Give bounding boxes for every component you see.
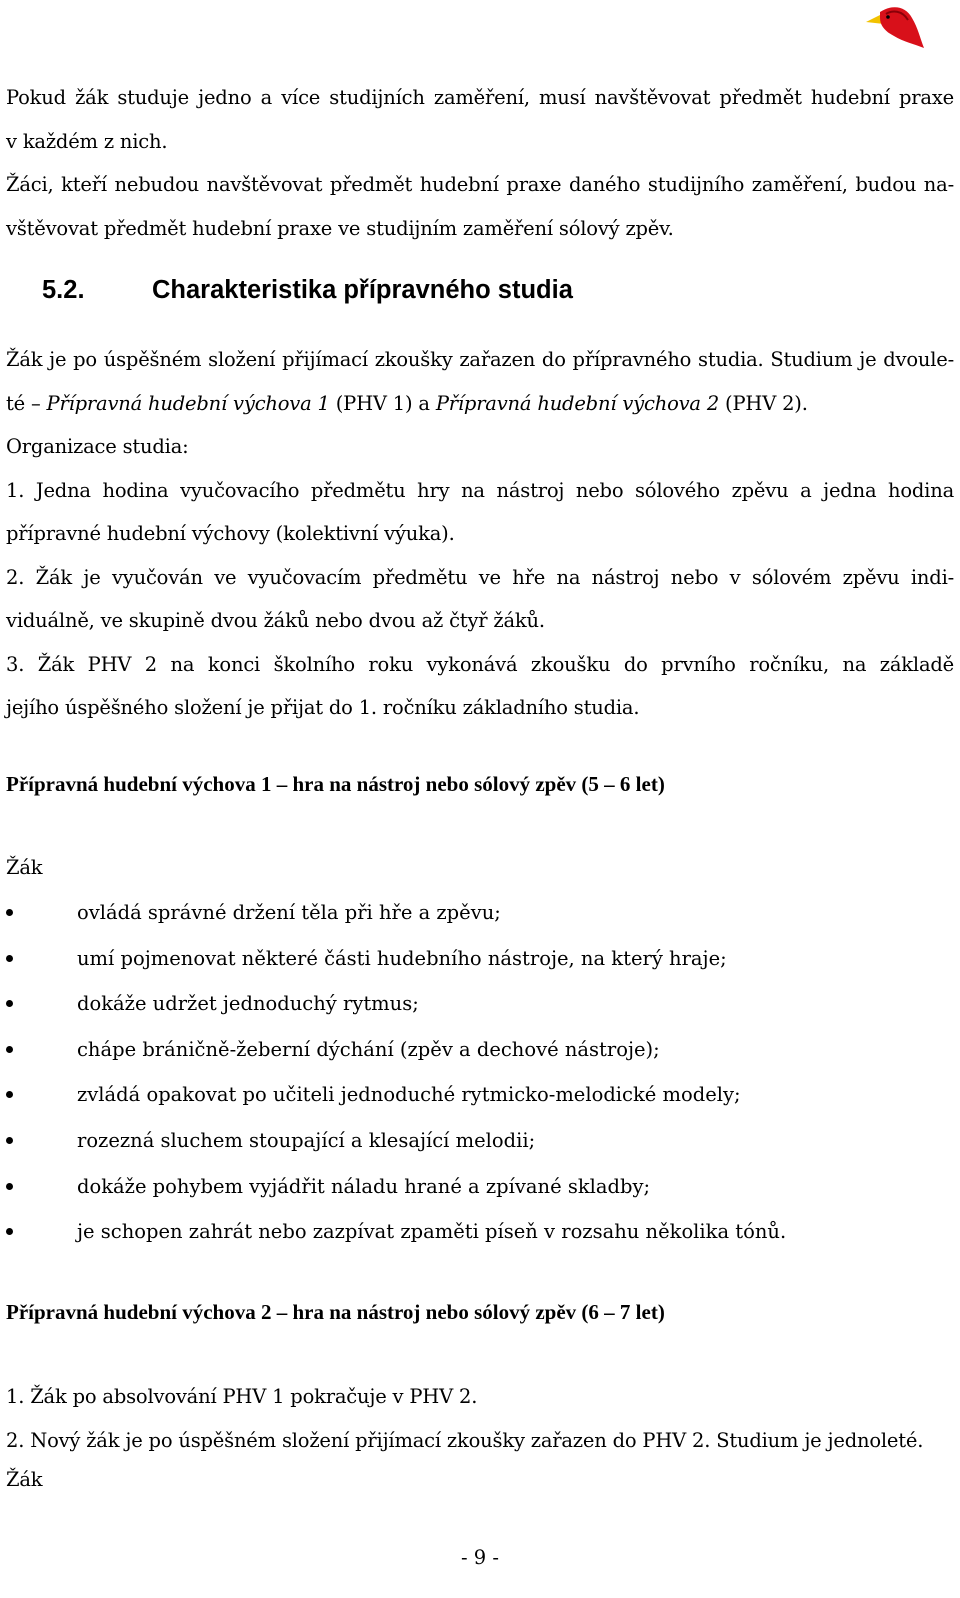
list-item-text: rozezná sluchem stoupající a klesající melodii;: [77, 1128, 536, 1152]
numbered-item-line: jejího úspěšného složení je přijat do 1. ročníku základního studia.: [6, 696, 640, 719]
red-bird-logo-icon: [862, 4, 928, 50]
list-item: [6, 936, 946, 982]
paragraph-line: [6, 382, 954, 426]
list-item-text: umí pojmenovat některé části hudebního nástroje, na který hraje;: [77, 946, 727, 970]
numbered-item-line: 1. Jedna hodina vyučovacího předmětu hry na nástroj nebo sólového zpěvu a jedna hodina: [6, 478, 954, 502]
section-heading: [42, 276, 573, 305]
phv1-heading: Přípravná hudební výchova 1 – hra na nástroj nebo sólový zpěv (5 – 6 let): [6, 772, 665, 796]
phv2-subject: Žák: [6, 1468, 43, 1491]
list-item-text: je schopen zahrát nebo zazpívat zpaměti píseň v rozsahu několika tónů.: [77, 1220, 787, 1244]
intro-line: Pokud žák studuje jedno a více studijních zaměření, musí navštěvovat předmět hudební praxe: [6, 86, 954, 109]
list-item-text: dokáže pohybem vyjádřit náladu hrané a zpívané skladby;: [77, 1174, 651, 1198]
list-item: [6, 890, 946, 936]
page-number: - 9 -: [461, 1546, 499, 1569]
text-span: té –: [6, 391, 47, 415]
numbered-item-line: 3. Žák PHV 2 na konci školního roku vykonává zkoušku do prvního ročníku, na základě: [6, 652, 954, 676]
phv1-bullet-list: [6, 890, 946, 1255]
numbered-item-line: 2. Nový žák je po úspěšném složení přijímací zkoušky zařazen do PHV 2. Studium je jednoleté.: [6, 1428, 924, 1452]
bullet-icon: [6, 909, 13, 916]
section-number: 5.2.: [42, 276, 85, 304]
list-item-text: chápe bráničně-žeberní dýchání (zpěv a dechové nástroje);: [77, 1037, 660, 1061]
bullet-icon: [6, 1183, 13, 1190]
text-span: (PHV 1) a: [329, 391, 436, 415]
list-item: [6, 981, 946, 1027]
paragraph-line: Žák je po úspěšném složení přijímací zkoušky zařazen do přípravného studia. Studium je dvoule-: [6, 348, 954, 371]
bullet-icon: [6, 1046, 13, 1053]
numbered-item-line: 1. Žák po absolvování PHV 1 pokračuje v PHV 2.: [6, 1385, 478, 1408]
list-item-text: ovládá správné držení těla při hře a zpěvu;: [77, 901, 501, 924]
numbered-item-line: přípravné hudební výchovy (kolektivní výuka).: [6, 522, 455, 545]
section-title: Charakteristika přípravného studia: [152, 276, 573, 304]
phv2-heading: Přípravná hudební výchova 2 – hra na nástroj nebo sólový zpěv (6 – 7 let): [6, 1300, 665, 1324]
list-item: [6, 1027, 946, 1073]
intro-line: vštěvovat předmět hudební praxe ve studijním zaměření sólový zpěv.: [6, 216, 674, 240]
list-item: [6, 1209, 946, 1255]
list-item-text: dokáže udržet jednoduchý rytmus;: [77, 992, 419, 1016]
intro-line: v každém z nich.: [6, 129, 168, 153]
numbered-item-line: viduálně, ve skupině dvou žáků nebo dvou až čtyř žáků.: [6, 609, 545, 632]
list-item: [6, 1118, 946, 1164]
list-item: [6, 1164, 946, 1210]
bullet-icon: [6, 955, 13, 962]
bullet-icon: [6, 1091, 13, 1098]
organization-label: Organizace studia:: [6, 435, 189, 458]
intro-line: Žáci, kteří nebudou navštěvovat předmět hudební praxe daného studijního zaměření, budou na-: [6, 173, 954, 196]
italic-title: Přípravná hudební výchova 1: [46, 391, 330, 415]
numbered-item-line: 2. Žák je vyučován ve vyučovacím předmětu ve hře na nástroj nebo v sólovém zpěvu indi-: [6, 565, 954, 589]
bullet-icon: [6, 1228, 13, 1235]
phv1-subject: Žák: [6, 856, 43, 879]
bullet-icon: [6, 1000, 13, 1007]
text-span: (PHV 2).: [719, 391, 808, 415]
list-item: [6, 1072, 946, 1118]
bullet-icon: [6, 1137, 13, 1144]
list-item-text: zvládá opakovat po učiteli jednoduché rytmicko-melodické modely;: [77, 1083, 741, 1107]
italic-title: Přípravná hudební výchova 2: [435, 391, 720, 415]
